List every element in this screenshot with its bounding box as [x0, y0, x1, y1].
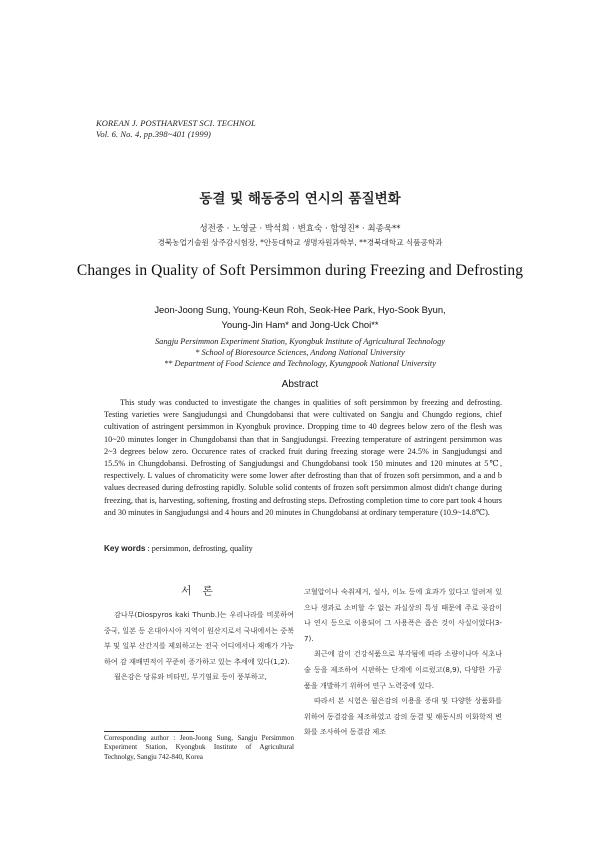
keywords: [104, 544, 502, 553]
intro-paragraph-2: 월은감은 당류와 비타민, 무기염료 등이 풍부하고,: [114, 672, 267, 682]
authors-english-line-2: Young-Jin Ham* and Jong-Uck Choi**: [221, 319, 379, 330]
intro-paragraph-1: 감나무(Diospyros kaki Thunb.)는 우리나라를 비롯하여 중국, 일본 등 온대아시아 지역이 원산지로서 국내에서는 중북부 및 일부 산간지를 제외하고는 전국 어디에서나 재배가 가능하여 감 재배면적이 꾸준히 증가하고 있는 추세에 있다(1,2).: [104, 610, 294, 666]
footnote-divider: [104, 731, 194, 732]
affiliation-2: * School of Bioresource Sciences, Andong National University: [195, 348, 405, 357]
section-heading-intro: 서 론: [181, 585, 217, 597]
title-korean: 동결 및 해동중의 연시의 품질변화: [199, 191, 401, 207]
corresponding-author-footnote: Corresponding author : Jeon-Joong Sung, Sangju Persimmon Experiment Station, Kyongbuk Institute of Agricultural Technolgy, Sangju 742-840, Korea: [104, 734, 294, 761]
intro-left-column: [104, 607, 294, 685]
intro-paragraph-3: 고혈압이나 숙취제거, 설사, 이뇨 등에 효과가 있다고 알려져 있으나 생과로 소비할 수 없는 과실상의 특성 때문에 주로 곶감이나 연시 등으로 이용되어 그 사용폭은 좁은 것이 사실이었다(3-7).: [304, 587, 502, 643]
authors-korean: 성전중 · 노영균 · 박석희 · 변효숙 · 함영진* · 최종욱**: [199, 224, 401, 234]
affiliation-3: ** Department of Food Science and Technology, Kyungpook National University: [164, 359, 436, 368]
abstract-body: This study was conducted to investigate the changes in qualities of soft persimmon by freezing and defrosting. Testing varieties were Sangjudungsi and Chungdobansi that were cultivated on Sangju and Chungdo regions, chief cultivation of astringent persimmon in Kyongbuk province. Dropping time to 40 degrees below zero of the flesh was 10~20 minutes longer in Chungdobansi than that in Sangjudungsi. Freezing temperature of astringent persimmon was 2~3 degrees below zero. Occurence rates of cracked fruit during freezing storage were 24.5% in Sangjudungsi and 15.5% in Chungdobansi. Defrosting of Sangjudungsi and Chungdobansi took 150 minutes and 120 minutes at 5℃, respectively. L values of chromaticity were some lower after defrosting than that of frozen soft persimmon, and a and b values decreased during defrosting rapidly. Soluble solid contents of frozen soft persimmon almost didn't change during freezing, that is, harvesting, softening, frosting and defrosting steps. Defrosting completion time to core part took 4 hours and 30 minutes in Sangjudungsi and 4 hours and 20 minutes in Chungdobansi at ordinary temperature (10.9~14.8℃).: [104, 398, 502, 517]
affiliations-english: [0, 336, 600, 369]
keywords-value: : persimmon, defrosting, quality: [147, 544, 253, 553]
authors-english: [0, 302, 600, 332]
affiliation-1: Sangju Persimmon Experiment Station, Kyongbuk Institute of Agricultural Technology: [154, 337, 446, 346]
intro-right-column: [304, 584, 502, 740]
title-english: Changes in Quality of Soft Persimmon during Freezing and Defrosting: [76, 262, 524, 279]
authors-english-line-1: Jeon-Joong Sung, Young-Keun Roh, Seok-Hee Park, Hyo-Sook Byun,: [154, 304, 446, 315]
intro-paragraph-5: 따라서 본 시험은 월은감의 이용을 증대 및 다양한 상품화를 위하여 동결감을 제조하였고 감의 동결 및 해동시의 이화학적 변화를 조사하여 동결감 제조: [304, 696, 502, 737]
keywords-label: Key words: [104, 544, 146, 553]
intro-paragraph-4: 최근에 감이 건강식품으로 부각됨에 따라 소량이나마 식초나 술 등을 제조하여 시판하는 단계에 이르렀고(8,9), 다양한 가공품을 개발하기 위하여 연구 노력중에 있다.: [304, 649, 502, 690]
abstract-heading: Abstract: [281, 379, 319, 390]
journal-citation: Vol. 6. No. 4, pp.398~401 (1999): [96, 129, 211, 139]
journal-header: [96, 118, 256, 140]
journal-name: KOREAN J. POSTHARVEST SCI. TECHNOL: [96, 118, 256, 128]
affiliations-korean: 경북농업기술원 상주감시험장, *안동대학교 생명자원과학부, **경북대학교 식품공학과: [157, 238, 443, 247]
